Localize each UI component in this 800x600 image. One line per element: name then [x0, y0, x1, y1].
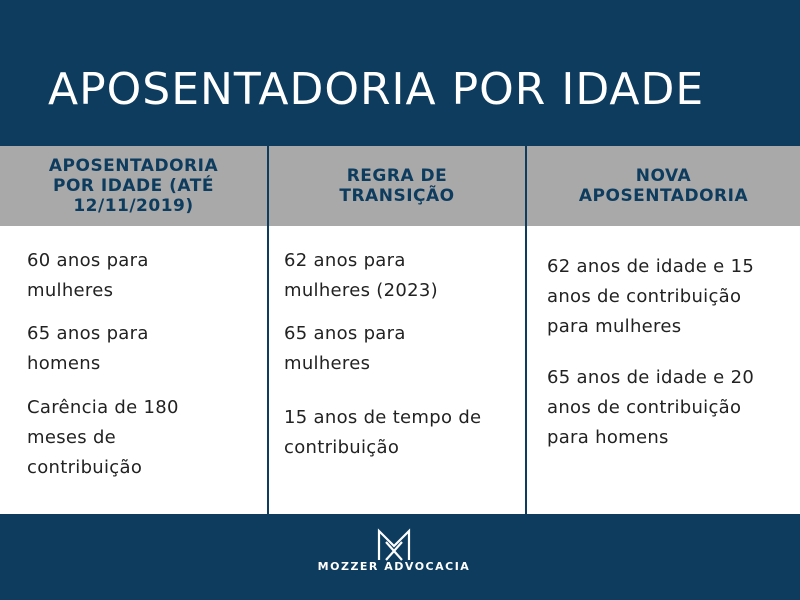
list-item: 65 anos para mulheres	[284, 323, 406, 374]
brand-name: MOZZER ADVOCACIA	[317, 560, 471, 573]
list-item: 62 anos para mulheres (2023)	[284, 250, 438, 301]
list-item: Carência de 180 meses de contribuição	[27, 397, 179, 478]
page-footer	[0, 514, 800, 600]
list-item: 60 anos para mulheres	[27, 250, 149, 301]
comparison-table	[0, 146, 800, 514]
column-header-label: NOVA APOSENTADORIA	[578, 166, 749, 206]
column-header	[0, 146, 267, 226]
page-title: APOSENTADORIA POR IDADE	[48, 64, 705, 115]
list-item: 65 anos para homens	[27, 323, 149, 374]
column-header	[527, 146, 800, 226]
list-item: 62 anos de idade e 15 anos de contribuição para mulheres	[547, 256, 755, 337]
column-header	[269, 146, 525, 226]
column-transition-rule	[269, 146, 525, 514]
column-new-rule	[527, 146, 800, 514]
list-item: 15 anos de tempo de contribuição	[284, 407, 482, 458]
column-header-label: APOSENTADORIA POR IDADE (ATÉ 12/11/2019)	[48, 156, 219, 216]
column-old-rule	[0, 146, 267, 514]
list-item: 65 anos de idade e 20 anos de contribuição para homens	[547, 367, 755, 448]
mozzer-monogram-icon	[376, 528, 412, 562]
column-header-label: REGRA DE TRANSIÇÃO	[339, 166, 455, 206]
page-header	[0, 0, 800, 146]
